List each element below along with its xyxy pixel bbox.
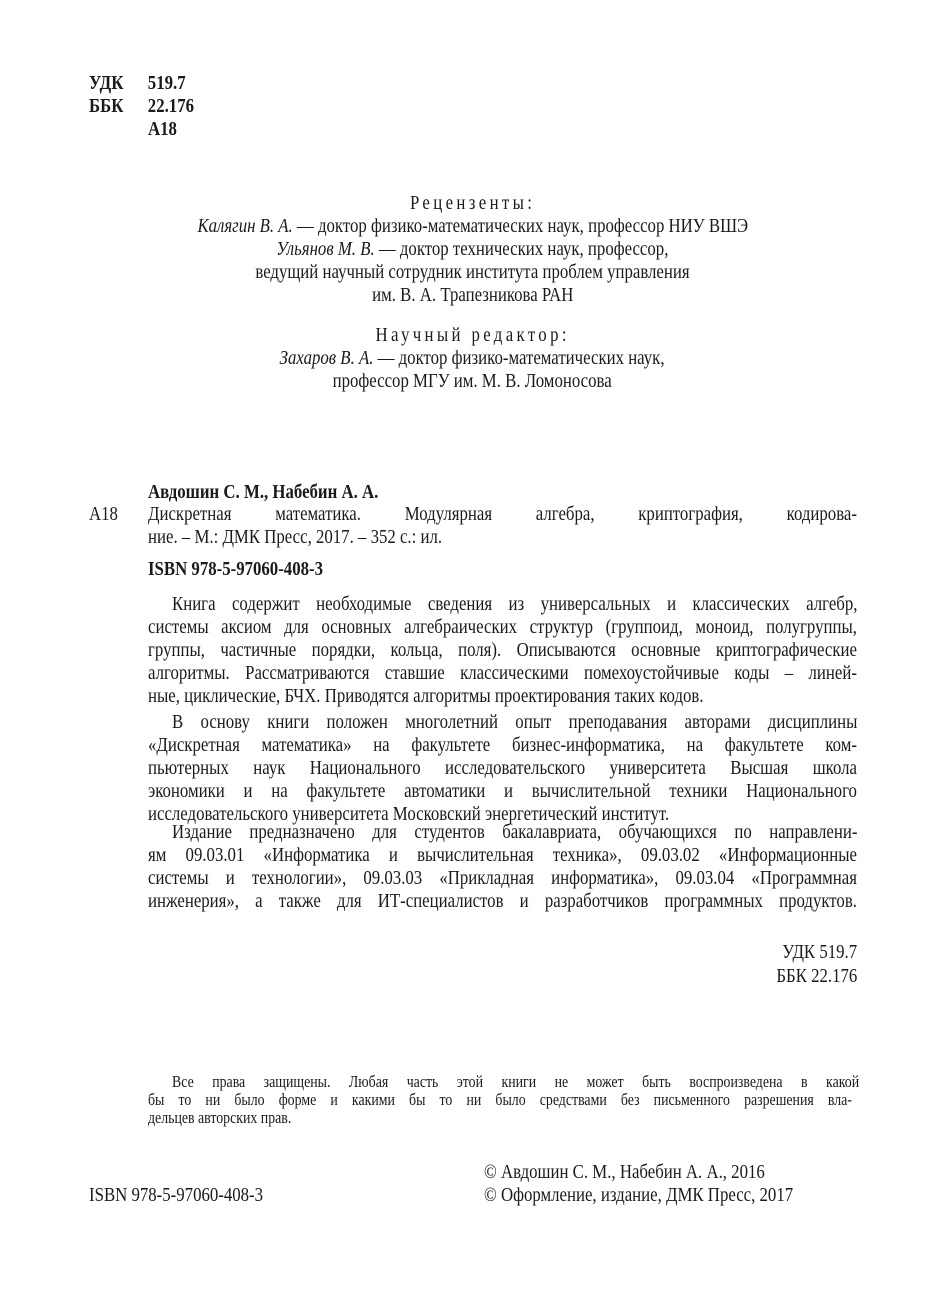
- copyright-publisher: © Оформление, издание, ДМК Пресс, 2017: [484, 1184, 794, 1206]
- bib-line-1: Дискретная математика. Модулярная алгебра, криптография, кодирова-: [148, 503, 857, 525]
- reviewer-2-line2: [0, 261, 945, 283]
- reviewer-1-text: — доктор физико-математических наук, профессор НИУ ВШЭ: [292, 215, 748, 237]
- abstract-line: ям 09.03.01 «Информатика и вычислительная техника», 09.03.02 «Информационные: [148, 844, 857, 866]
- abstract-line: группы, частичные порядки, кольца, поля). Описываются основные криптографические: [148, 639, 857, 661]
- reviewer-2-line3-text: им. В. А. Трапезникова РАН: [371, 284, 574, 306]
- reviewer-2-line2-text: ведущий научный сотрудник института проблем управления: [255, 261, 690, 283]
- abstract-line: ные, циклические, БЧХ. Приводятся алгоритмы проектирования таких кодов.: [148, 685, 704, 707]
- abstract-line: системы и технологии», 09.03.03 «Прикладная информатика», 09.03.04 «Программная: [148, 867, 857, 889]
- editor-title-text: Научный редактор:: [375, 324, 570, 346]
- reviewers-title-text: Рецензенты:: [409, 192, 536, 214]
- editor-line2-text: профессор МГУ им. М. В. Ломоносова: [332, 370, 613, 392]
- editor: [0, 347, 945, 369]
- abstract-line: Книга содержит необходимые сведения из универсальных и классических алгебр,: [172, 593, 858, 615]
- editor-line2: [0, 370, 945, 392]
- abstract-line: системы аксиом для основных алгебраических структур (группоид, моноид, полугруппы,: [148, 616, 857, 638]
- reviewer-2: [0, 238, 945, 260]
- bbk-label: ББК: [89, 95, 124, 117]
- abstract-line: экономики и на факультете автоматики и вычислительной техники Национального: [148, 780, 857, 802]
- reviewer-2-name: Ульянов М. В.: [276, 238, 375, 260]
- abstract-line: В основу книги положен многолетний опыт преподавания авторами дисциплины: [172, 711, 858, 733]
- editor-title: [0, 324, 945, 346]
- author-mark: А18: [148, 118, 177, 140]
- reviewer-1-name: Калягин В. А.: [197, 215, 293, 237]
- abstract-line: исследовательского университета Московский энергетический институт.: [148, 803, 670, 825]
- abstract-line: «Дискретная математика» на факультете бизнес-информатика, на факультете ком-: [148, 734, 857, 756]
- footer-isbn: ISBN 978-5-97060-408-3: [89, 1184, 264, 1206]
- reviewers-title: [0, 192, 945, 214]
- editor-text: — доктор физико-математических наук,: [373, 347, 665, 369]
- bbk-value: 22.176: [147, 95, 194, 117]
- udk-value: 519.7: [147, 72, 186, 94]
- udk-right: УДК 519.7: [782, 941, 857, 963]
- bib-author-mark: А18: [89, 503, 118, 525]
- reviewer-1: [0, 215, 945, 237]
- abstract-line: алгоритмы. Рассматриваются ставшие классическими помехоустойчивые коды – линей-: [148, 662, 857, 684]
- udk-code: [89, 72, 186, 94]
- editor-name: Захаров В. А.: [280, 347, 374, 369]
- udk-label: УДК: [89, 72, 124, 94]
- abstract-line: пьютерных наук Национального исследовательского университета Высшая школа: [148, 757, 857, 779]
- book-authors: Авдошин С. М., Набебин А. А.: [148, 481, 379, 503]
- rights-line: бы то ни было форме и какими бы то ни было средствами без письменного разрешения вла-: [148, 1090, 852, 1109]
- copyright-authors: © Авдошин С. М., Набебин А. А., 2016: [484, 1161, 765, 1183]
- bib-line-2: ние. – М.: ДМК Пресс, 2017. – 352 с.: ил.: [148, 526, 443, 548]
- reviewer-2-text: — доктор технических наук, профессор,: [374, 238, 669, 260]
- abstract-line: Издание предназначено для студентов бакалавриата, обучающихся по направлени-: [172, 821, 858, 843]
- abstract-line: инженерия», а также для ИТ-специалистов и разработчиков программных продуктов.: [148, 890, 857, 912]
- reviewer-2-line3: [0, 284, 945, 306]
- bbk-code: [89, 95, 194, 117]
- bib-isbn: ISBN 978-5-97060-408-3: [148, 558, 324, 580]
- rights-line: Все права защищены. Любая часть этой книги не может быть воспроизведена в какой: [172, 1072, 860, 1091]
- rights-line: дельцев авторских прав.: [148, 1108, 292, 1127]
- bbk-right: ББК 22.176: [776, 965, 857, 987]
